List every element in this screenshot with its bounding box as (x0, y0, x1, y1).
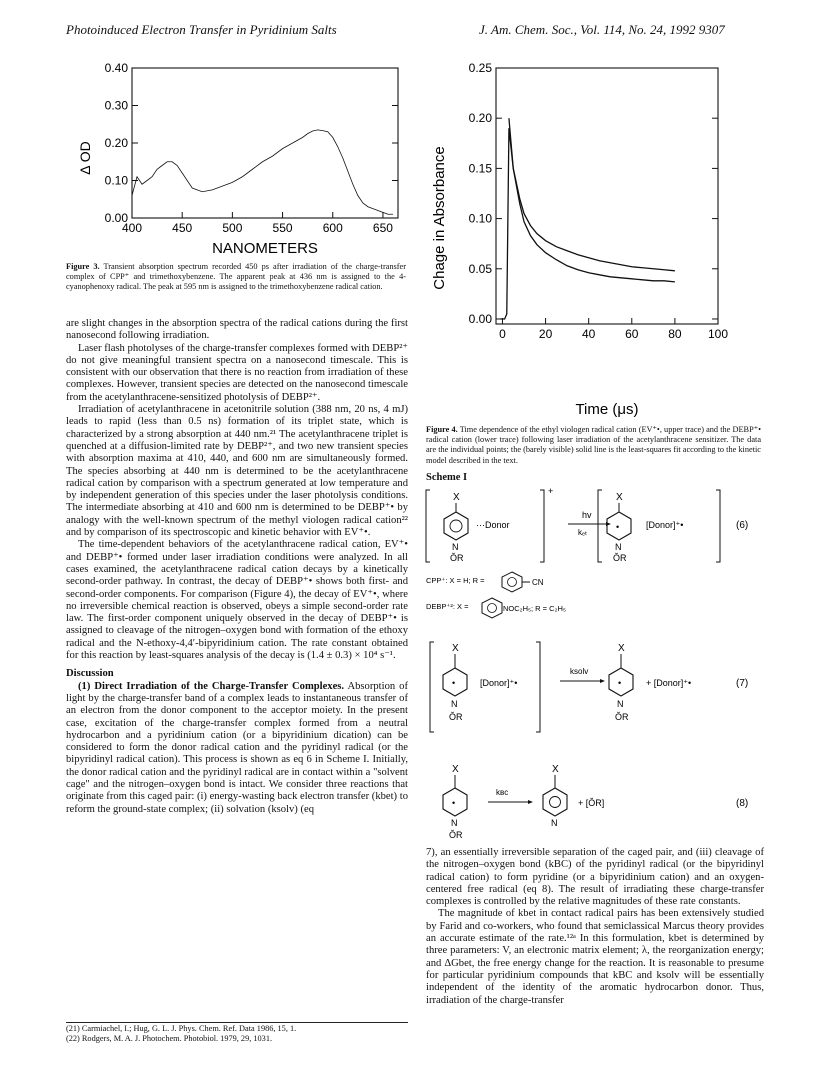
kbc-label: kʙᴄ (496, 788, 509, 797)
svg-text:X: X (452, 764, 459, 775)
paragraph: Irradiation of acetylanthracene in acetonitrile solution (388 nm, 20 ns, 4 mJ) leads to rapid (less than 0.5 ns) formation of its triplet state, which is characterized by a strong absorption at 440 nm.²¹ The acetylanthracene triplet is quenched at a diffusion-limited rate by DEBP²⁺, and two new transient species with absorption maxima at 410, 440, and 600 nm are simultaneously formed. The species absorbing at 440 nm is determined to be the acetylanthracene radical cation by comparison with a spectrum generated at low temperature and by independent generation of this species under the laser photolysis conditions. The intermediate absorbing at 410 and 600 nm is determined to be DEBP⁺• by analogy with the well-known spectrum of the methyl viologen radical cation²² and by comparison of its spectroscopic and kinetic behavior with EV⁺•. (66, 404, 408, 539)
svg-text:•: • (618, 678, 622, 688)
donor-radical-cation: [Donor]⁺• (646, 520, 684, 530)
svg-text:N: N (451, 699, 458, 709)
fig3-x-tick-label: 550 (272, 221, 293, 235)
fig4-x-tick-label: 40 (581, 327, 596, 341)
fig4-x-tick-label: 0 (499, 327, 506, 341)
fig3-x-axis-label: NANOMETERS (212, 240, 318, 257)
paragraph: 7), an essentially irreversible separation of the caged pair, and (iii) cleavage of the nitrogen–oxygen bond (kBC) of the pyridinyl radical (or the bipyridinyl radical cation) to form pyridine (or a bipyridinium cation) and an oxygen-centered free radical (eq 8). The result of irradiating these charge-transfer complexes is controlled by the relative magnitudes of these rate constants. (426, 847, 764, 908)
svg-text:N: N (617, 699, 624, 709)
fig4-plot-frame (496, 68, 718, 324)
fig3-y-tick-label: 0.40 (104, 61, 128, 75)
left-column-text (66, 318, 408, 816)
footnote-22: (22) Rodgers, M. A. J. Photochem. Photobiol. 1979, 29, 1031. (66, 1034, 273, 1043)
plus-oxygen-radical: + [ŎR] (578, 798, 605, 808)
svg-text:ŎR: ŎR (449, 830, 463, 840)
fig4-y-tick-label: 0.20 (468, 111, 492, 126)
debp-definition: DEBP⁺²: X = (426, 602, 469, 611)
footnotes (66, 1024, 408, 1044)
figure-3-caption (66, 262, 406, 293)
fig3-caption-label: Figure 3. (66, 262, 100, 271)
figure-3-chart (70, 58, 410, 258)
hv-label: hv (582, 510, 592, 520)
fig3-x-tick-label: 450 (172, 221, 193, 235)
fig4-y-tick-label: 0.00 (468, 311, 492, 326)
ket-label: kₑₜ (578, 528, 588, 537)
running-header-right (479, 22, 725, 38)
fig4-x-axis-label: Time (μs) (575, 401, 639, 418)
svg-text:•: • (616, 522, 620, 532)
fig4-y-tick-label: 0.25 (468, 61, 492, 75)
or-label: ŎR (450, 553, 464, 563)
fig3-caption-text: Transient absorption spectrum recorded 450 ps after irradiation of the charge-transfer complex of CPP⁺ and trimethoxybenzene. The apparent peak at 436 nm is assigned to the 4-cyanophenoxy radical. The peak at 595 nm is assigned to the trimethoxybenzene radical cation. (66, 262, 406, 292)
discussion-heading: Discussion (66, 668, 114, 680)
svg-text:•: • (452, 678, 456, 688)
fig3-ticks (105, 61, 398, 235)
paragraph (66, 681, 408, 816)
paragraph: The time-dependent behaviors of the acetylanthracene radical cation, EV⁺• and DEBP⁺• formed under laser irradiation conditions were analyzed. In all cases examined, the acetylanthracene radical cation decays by a kinetically second-order pathway. In contrast, the decay of DEBP⁺• shows both first- and second-order components. For comparison (Figure 4), the decay of EV⁺•, where no irreversible chemical reaction is observed, obeys a simple second-order rate law. The first-order component uniquely observed in the decay of DEBP⁺• is assigned to cleavage of the nitrogen–oxygen bond with formation of the ethoxy radical and the N-ethoxy-4,4′-bipyridinium cation. The rate constant obtained for this reaction by least-squares analysis of the decay is (1.4 ± 0.3) × 10⁴ s⁻¹. (66, 539, 408, 662)
fig3-y-axis-label: Δ OD (77, 141, 93, 175)
fig3-y-tick-label: 0.20 (104, 136, 128, 150)
fig4-x-tick-label: 60 (625, 327, 639, 341)
cyano-label: CN (532, 578, 544, 587)
figure-4-caption (426, 425, 761, 466)
svg-text:N: N (615, 542, 622, 552)
n-label: N (452, 542, 459, 552)
pyridinium-ring (444, 512, 468, 540)
plus-donor-radical: + [Donor]⁺• (646, 678, 692, 688)
journal-citation: J. Am. Chem. Soc., Vol. 114, No. 24, 1992 9307 (479, 22, 725, 37)
fig4-x-tick-label: 100 (707, 327, 729, 341)
svg-text:N: N (551, 818, 558, 828)
svg-text:•: • (452, 798, 456, 808)
fig4-caption-label: Figure 4. (426, 425, 458, 434)
fig3-y-tick-label: 0.30 (104, 98, 128, 113)
paragraph: The magnitude of kbet in contact radical pairs has been extensively studied by Farid and co-workers, who found that semiclassical Marcus theory provides an accurate estimate of the rate.¹²ᵃ In this formulation, kbet is determined by three parameters: V, an electronic matrix element; λ, the reorganization energy; and ΔGbet, the free energy change for the reaction. It is reasonable to presume for particular pyridinium compounds that kBC and ksolv will be essentially independent of the identity of the aromatic hydrocarbon donor. Thus, irradiation of the charge-transfer (426, 908, 764, 1006)
fig3-y-tick-label: 0.00 (104, 211, 128, 225)
donor-label: ···Donor (476, 520, 510, 530)
fig3-x-tick-label: 650 (372, 221, 393, 235)
fig4-x-tick-label: 20 (538, 327, 553, 341)
plus-charge: + (548, 486, 554, 496)
equation-number-6: (6) (736, 520, 749, 531)
subsection-heading: (1) Direct Irradiation of the Charge-Transfer Complexes. (78, 680, 345, 692)
scheme-i-diagram (420, 482, 760, 842)
eq6-reactant-complex (426, 486, 553, 563)
svg-text:ŎR: ŎR (613, 553, 627, 563)
fig4-y-tick-label: 0.10 (468, 211, 492, 226)
fig4-caption-text: Time dependence of the ethyl viologen radical cation (EV⁺•, upper trace) and the DEBP⁺• radical cation (lower trace) following laser irradiation of the acetylanthracene sensitizer. The data are the individual points; the (barely visible) solid line is the least-squares fit according to the kinetic model described in the text. (426, 425, 761, 465)
figure-4-chart (430, 58, 740, 418)
svg-text:X: X (552, 764, 559, 775)
equation-number-8: (8) (736, 798, 749, 809)
svg-text:[Donor]⁺•: [Donor]⁺• (480, 678, 518, 688)
paragraph-text: Absorption of light by the charge-transfer band of a complex leads to instantaneous transfer of an electron from the donor component to the acceptor moiety. In the present case, excitation of the charge-transfer complex formed from a neutral hydrocarbon and a pyridinium cation (or a bipyridinium dication) can be considered to form the donor radical cation and the pyridinyl radical (or the bipyridinyl radical cation). This process is shown as eq 6 in Scheme I. Initially, the donor radical cation and the pyridinyl radical are in contact within a "solvent cage" and the nitrogen–oxygen bond is intact. We consider three reactions that originate from this caged pair: (i) energy-wasting back electron transfer (kbet) to reform the ground-state complex; (ii) solvation (ksolv) (eq (66, 680, 408, 815)
footnote-rule (66, 1022, 408, 1023)
svg-text:X: X (616, 492, 623, 503)
fig4-y-tick-label: 0.15 (468, 161, 492, 176)
debp-substituent: NOC₂H₅; R = C₂H₅ (503, 604, 566, 613)
fig4-x-tick-label: 80 (668, 327, 682, 341)
running-header-left: Photoinduced Electron Transfer in Pyridinium Salts (66, 22, 337, 37)
eq6-product-complex (598, 490, 720, 563)
footnote-21: (21) Carmiachel, I.; Hug, G. L. J. Phys. Chem. Ref. Data 1986, 15, 1. (66, 1024, 297, 1033)
svg-text:N: N (451, 818, 458, 828)
x-label: X (453, 492, 460, 503)
fig3-spectrum-trace (132, 130, 393, 214)
scheme-title: Scheme I (426, 472, 468, 483)
fig4-debp-trace (509, 118, 675, 282)
cpp-definition: CPP⁺: X = H; R = (426, 576, 485, 585)
svg-text:X: X (618, 643, 625, 654)
eq7-reactant-complex (430, 642, 540, 732)
ksolv-label: ksolv (570, 667, 589, 676)
fig4-y-tick-label: 0.05 (468, 261, 492, 276)
svg-text:X: X (452, 643, 459, 654)
fig3-x-tick-label: 400 (121, 221, 143, 235)
equation-number-7: (7) (736, 678, 749, 689)
fig3-y-tick-label: 0.10 (104, 173, 128, 188)
svg-text:ŎR: ŎR (449, 712, 463, 722)
right-column-text (426, 847, 764, 1007)
fig4-y-axis-label: Chage in Absorbance (431, 146, 448, 290)
paragraph: are slight changes in the absorption spectra of the radical cations during the first nanosecond following irradiation. (66, 318, 408, 342)
fig3-x-tick-label: 500 (222, 221, 243, 235)
fig3-x-tick-label: 600 (322, 221, 343, 235)
fig4-ev-trace (500, 128, 675, 319)
svg-text:ŎR: ŎR (615, 712, 629, 722)
paragraph: Laser flash photolyses of the charge-transfer complexes formed with DEBP²⁺ do not give meaningful transient spectra on a nanosecond timescale. This is consistent with our observation that there is no reaction from irradiation of these complexes. However, transient species are detected on the nanosecond timescale from the acetylanthracene-sensitized photolysis of DEBP²⁺. (66, 342, 408, 403)
